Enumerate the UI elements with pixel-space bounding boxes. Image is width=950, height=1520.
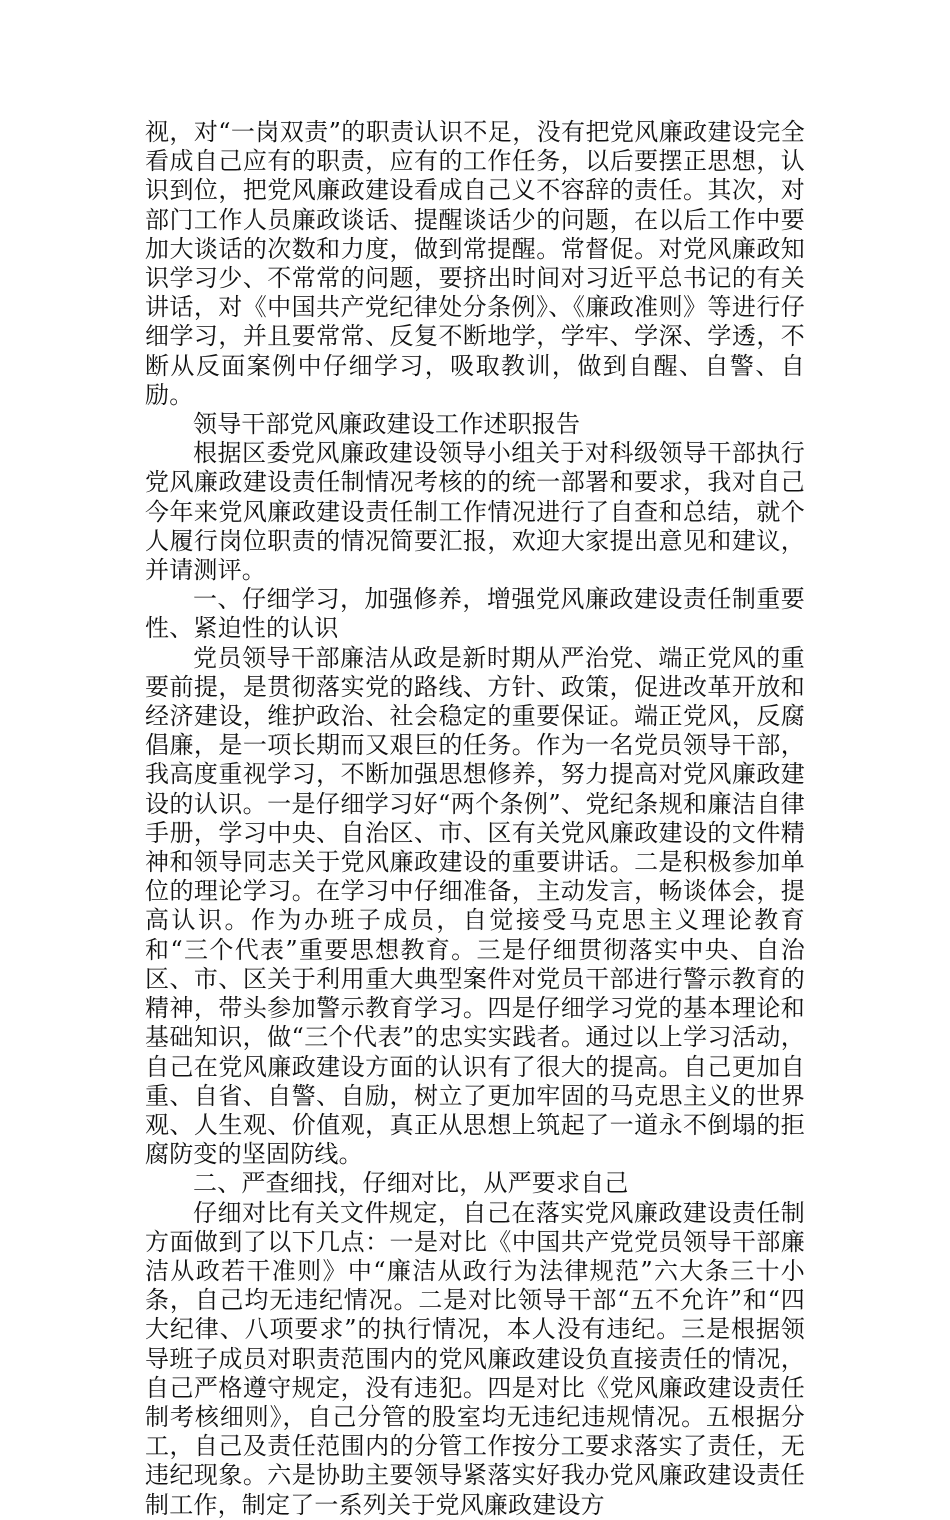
- paragraph-intro: 根据区委党风廉政建设领导小组关于对科级领导干部执行党风廉政建设责任制情况考核的的统一部署和要求，我对自己今年来党风廉政建设责任制工作情况进行了自查和总结，就个人履行岗位职责的情况简要汇报，欢迎大家提出意见和建议，并请测评。: [145, 439, 805, 585]
- paragraph-section-1: 党员领导干部廉洁从政是新时期从严治党、端正党风的重要前提，是贯彻落实党的路线、方针、政策，促进改革开放和经济建设，维护政治、社会稳定的重要保证。端正党风，反腐倡廉，是一项长期而又艰巨的任务。作为一名党员领导干部，我高度重视学习，不断加强思想修养，努力提高对党风廉政建设的认识。一是仔细学习好“两个条例”、党纪条规和廉洁自律手册，学习中央、自治区、市、区有关党风廉政建设的文件精神和领导同志关于党风廉政建设的重要讲话。二是积极参加单位的理论学习。在学习中仔细准备，主动发言，畅谈体会，提高认识。作为办班子成员，自觉接受马克思主义理论教育和“三个代表”重要思想教育。三是仔细贯彻落实中央、自治区、市、区关于利用重大典型案件对党员干部进行警示教育的精神，带头参加警示教育学习。四是仔细学习党的基本理论和基础知识，做“三个代表”的忠实实践者。通过以上学习活动，自己在党风廉政建设方面的认识有了很大的提高。自己更加自重、自省、自警、自励，树立了更加牢固的马克思主义的世界观、人生观、价值观，真正从思想上筑起了一道永不倒塌的拒腐防变的坚固防线。: [145, 643, 805, 1169]
- section-heading-2: 二、严查细找，仔细对比，从严要求自己: [193, 1169, 629, 1198]
- paragraph-section-2: 仔细对比有关文件规定，自己在落实党风廉政建设责任制方面做到了以下几点：一是对比《中国共产党党员领导干部廉洁从政若干准则》中“廉洁从政行为法律规范”六大条三十小条，自己均无违纪情况。二是对比领导干部“五不允许”和“四大纪律、八项要求”的执行情况，本人没有违纪。三是根据领导班子成员对职责范围内的党风廉政建设负直接责任的情况，自己严格遵守规定，没有违犯。四是对比《党风廉政建设责任制考核细则》，自己分管的股室均无违纪违规情况。五根据分工，自己及责任范围内的分管工作按分工要求落实了责任，无违纪现象。六是协助主要领导紧落实好我办党风廉政建设责任制工作，制定了一系列关于党风廉政建设方: [145, 1198, 805, 1519]
- paragraph-continuation: 视，对“一岗双责”的职责认识不足，没有把党风廉政建设完全看成自己应有的职责，应有的工作任务，以后要摆正思想，认识到位，把党风廉政建设看成自己义不容辞的责任。其次，对部门工作人员廉政谈话、提醒谈话少的问题，在以后工作中要加大谈话的次数和力度，做到常提醒。常督促。对党风廉政知识学习少、不常常的问题，要挤出时间对习近平总书记的有关讲话，对《中国共产党纪律处分条例》、《廉政准则》等进行仔细学习，并且要常常、反复不断地学，学牢、学深、学透，不断从反面案例中仔细学习，吸取教训，做到自醒、自警、自励。: [145, 118, 805, 409]
- section-heading-1: 一、仔细学习，加强修养，增强党风廉政建设责任制重要性、紧迫性的认识: [145, 585, 805, 643]
- document-title: 领导干部党风廉政建设工作述职报告: [193, 410, 581, 439]
- document-page: [145, 118, 805, 1520]
